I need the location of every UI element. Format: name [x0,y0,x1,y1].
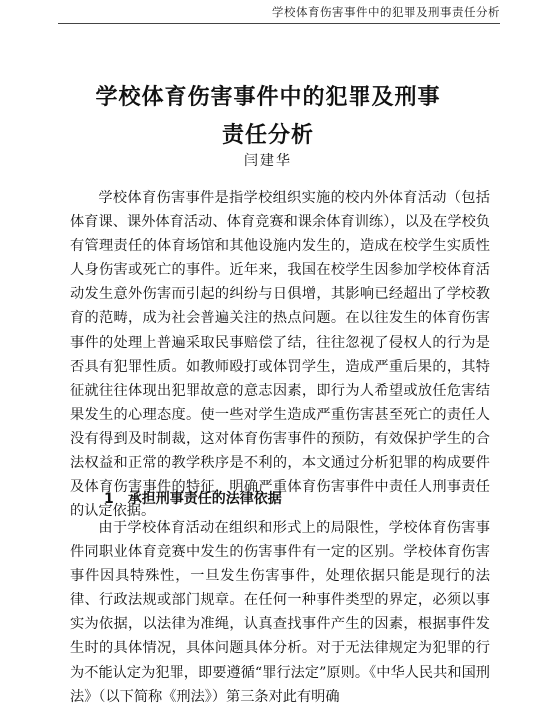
section-heading [104,488,282,508]
article-title-line-2: 责任分析 [221,122,314,148]
header-rule [58,23,500,24]
intro-paragraph: 学校体育伤害事件是指学校组织实施的校内外体育活动（包括体育课、课外体育活动、体育竞赛和课余体育训练），以及在学校负有管理责任的体育场馆和其他设施内发生的，造成在校学生实质性人身伤害或死亡的事件。近年来，我国在校学生因参加学校体育活动发生意外伤害而引起的纠纷与日俱增，其影响已经超出了学校教育的范畴，成为社会普遍关注的热点问题。在以往发生的体育伤害事件的处理上普遍采取民事赔偿了结，往往忽视了侵权人的行为是否具有犯罪性质。如教师殴打或体罚学生，造成严重后果的，其特征就往往体现出犯罪故意的意志因素，即行为人希望或放任危害结果发生的心理态度。使一些对学生造成严重伤害甚至死亡的责任人没有得到及时制裁，这对体育伤害事件的预防，有效保护学生的合法权益和正常的教学秩序是不利的，本文通过分析犯罪的构成要件及体育伤害事件的特征，明确严重体育伤害事件中责任人刑事责任的认定依据。 [70,190,490,520]
section-number: 1 [104,491,114,507]
section-paragraph: 由于学校体育活动在组织和形式上的局限性，学校体育伤害事件同职业体育竞赛中发生的伤害事件有一定的区别。学校体育伤害事件因具特殊性，一旦发生伤害事件，处理依据只能是现行的法律、行政法规或部门规章。在任何一种事件类型的界定，必须以事实为依据，以法律为准绳，认真查找事件产生的因素，根据事件发生时的具体情况，具体问题具体分析。对于无法律规定为犯罪的行为不能认定为犯罪，即要遵循“罪行法定”原则。《中华人民共和国刑法》（以下简称《刑法》）第三条对此有明确 [70,520,490,705]
running-header: 学校体育伤害事件中的犯罪及刑事责任分析 [272,5,500,19]
section-title: 承担刑事责任的法律依据 [127,491,282,507]
author-name: 闫建华 [244,153,292,169]
article-title-line-1: 学校体育伤害事件中的犯罪及刑事 [95,84,441,110]
